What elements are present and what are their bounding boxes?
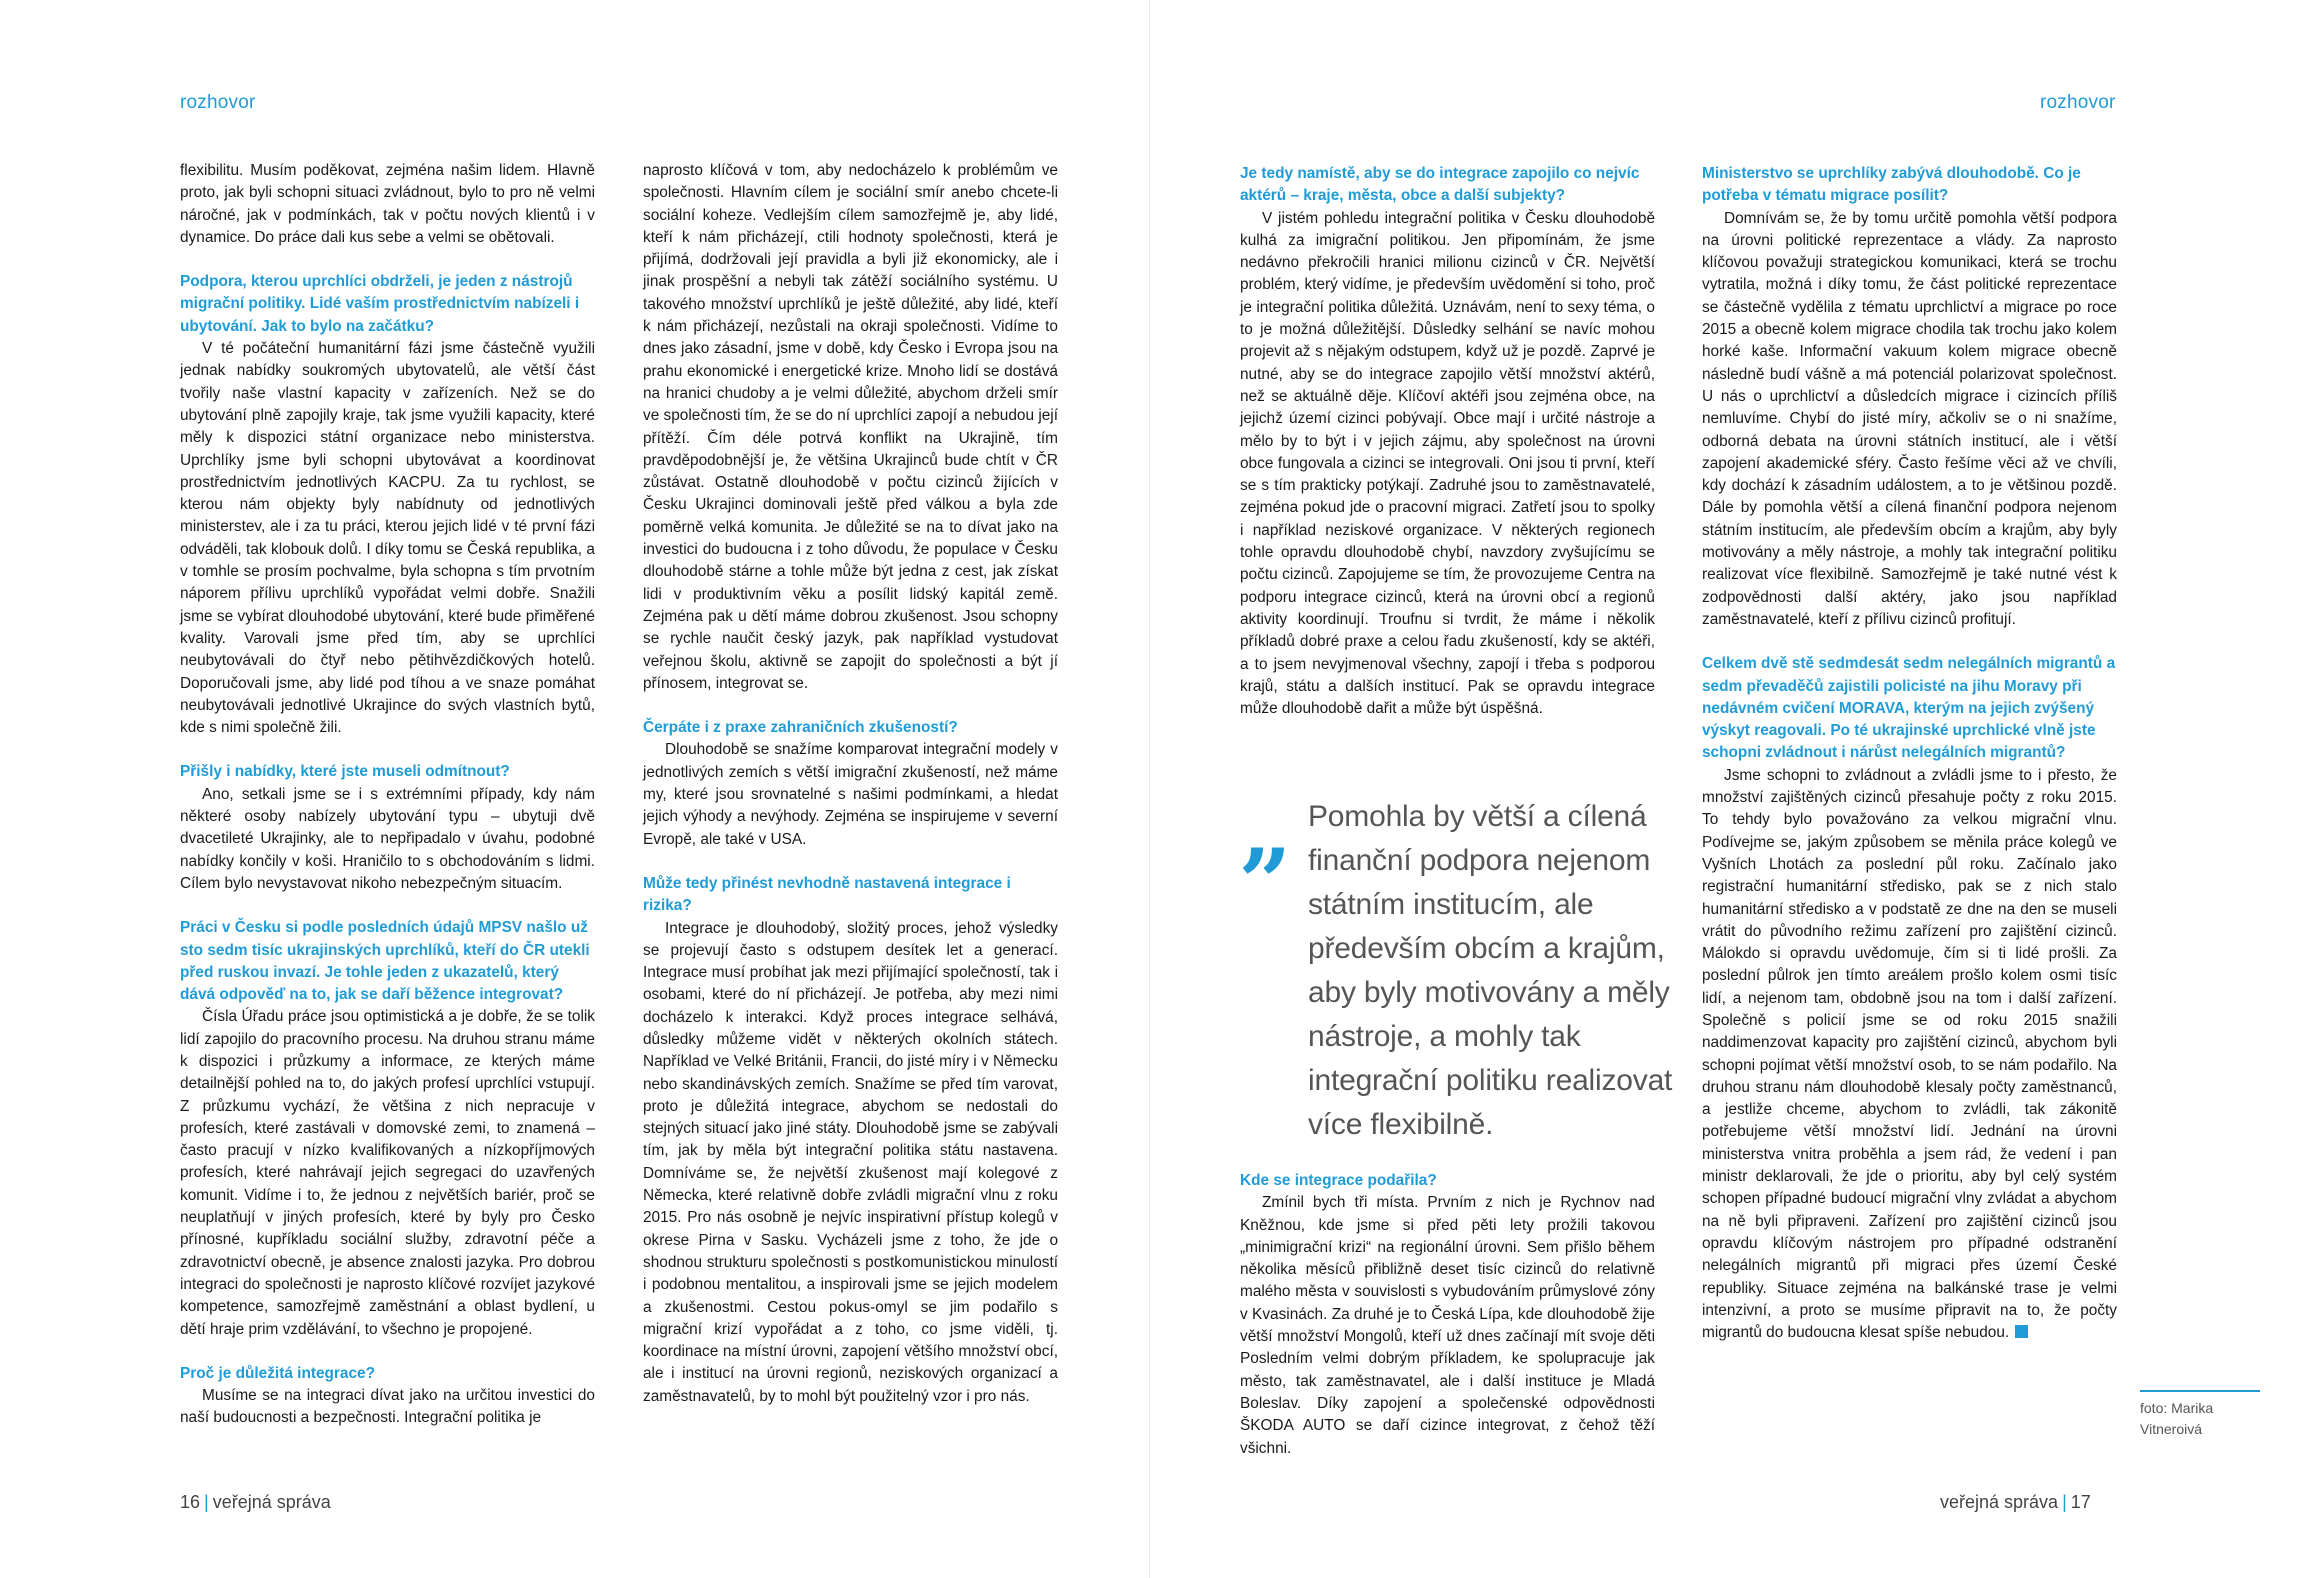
paragraph (1702, 765, 2117, 1345)
end-mark-icon (2015, 1325, 2028, 1338)
paragraph: flexibilitu. Musím poděkovat, zejména našim lidem. Hlavně proto, jak byli schopni situaci zvládnout, bylo to pro ně velmi náročné, jak v podmínkách, tak v počtu nových klientů i v dynamice. Do práce dali kus sebe a velmi se obětovali. (180, 162, 595, 246)
paragraph: V té počáteční humanitární fázi jsme částečně využili jednak nabídky soukromých ubytovatelů, ale větší část tvořily naše vlastní kapacity v zařízeních. Než se do ubytování plně zapojily kraje, tak jsme využili kapacity, které měly k dispozici státní organizace nebo ministerstva. Uprchlíky jsme byli schopni ubytovávat a koordinovat prostřednictvím jednotlivých KACPU. Za tu rychlost, se kterou nám objekty byly nabídnuty od jednotlivých ministerstev, ale i za tu práci, kterou jejich lidé v té první fázi odváděli, tak klobouk dolů. I díky tomu se Česká republika, a v tomhle se prosím pochvalme, byla schopna s tím prvotním náporem přílivu uprchlíků vypořádat velmi dobře. Snažili jsme se vybírat dlouhodobé ubytování, které bude přiměřené kvality. Varovali jsme před tím, aby se uprchlíci neubytovávali do čtyř nebo pětihvězdičkových hotelů. Doporučovali jsme, aby lidé pod tíhou a ve snaze pomáhat neubytovávali jednotlivé Ukrajince do svých vlastních bytů, kde s nimi společně žili. (180, 340, 595, 737)
paragraph: Ano, setkali jsme se i s extrémními případy, kdy nám některé osoby nabízely ubytování typu – ubytuji dvě dvacetileté Ukrajinky, ale to nepřipadalo v úvahu, podobné nabídky končily v koši. Hraničilo to s obchodováním s lidmi. Cílem bylo nevystavovat nikoho nebezpečným situacím. (180, 785, 595, 892)
folio-separator: | (204, 1492, 209, 1512)
quote-mark-icon: „ (1240, 776, 1293, 884)
section-label-right: rozhovor (2040, 92, 2116, 113)
photo-credit-line: Vitneroivá (2140, 1421, 2203, 1437)
interview-question: Celkem dvě stě sedmdesát sedm nelegálních migrantů a sedm převaděčů zajistili policisté na jihu Moravy při nedávném cvičení MORAVA, kterým na jejich zvýšený výskyt reagovali. Po té ukrajinské uprchlické vlně jste schopni zvládnout i nárůst nelegálních migrantů? (1702, 655, 2116, 762)
magazine-title: veřejná správa (1940, 1492, 2059, 1512)
paragraph: V jistém pohledu integrační politika v Česku dlouhodobě kulhá za imigrační politikou. Jen připomínám, že jsme nedávno překročili hranici milionu cizinců v ČR. Největší problém, který vidíme, je především uvědomění si toho, proč je integrační politika důležitá. Uznávám, není to sexy téma, o to je možná důležitější. Důsledky selhání se navíc mohou projevit až s nějakým odstupem, když už je pozdě. Zaprvé je nutné, aby se do integrace zapojilo větší množství aktérů, než se aktuálně děje. Klíčoví aktéři jsou zejména obce, na jejichž území cizinci pobývají. Obce mají i určité nástroje a mělo by to být i v jejich zájmu, aby společnost na úrovni obce fungovala a cizinci se integrovali. Oni jsou ti první, kteří se s tím prakticky potýkají. Zadruhé jsou to zaměstnavatelé, zejména pokud jde o pracovní migraci. Zatřetí jsou to spolky i například neziskové organizace. V některých regionech tohle opravdu dlouhodobě chybí, navzdory zvyšujícímu se počtu cizinců. Zapojujeme se tím, že provozujeme Centra na podporu integrace cizinců, která na úrovni obcí a regionů aktivity koordinují. Troufnu si tvrdit, že máme i několik příkladů dobré praxe a celou řadu zkušeností, kdy se aktéři, a to jsem nevyjmenoval všechny, zapojí i třeba s podporou krajů, státu a dalších institucí. Pak se opravdu integrace může dlouhodobě dařit a může být úspěšná. (1240, 209, 1655, 718)
page-number: 16 (180, 1492, 201, 1512)
folio-separator: | (2062, 1492, 2067, 1512)
column-1 (180, 160, 595, 1430)
paragraph: Musíme se na integraci dívat jako na určitou investici do naší budoucnosti a bezpečnosti. Integrační politika je (180, 1387, 595, 1427)
interview-question: Může tedy přinést nevhodně nastavená integrace i rizika? (643, 874, 1011, 915)
interview-question: Ministerstvo se uprchlíky zabývá dlouhodobě. Co je potřeba v tématu migrace posílit? (1702, 165, 2081, 205)
folio-left (180, 1492, 331, 1513)
page-number: 17 (2070, 1492, 2091, 1512)
column-3-bottom (1240, 1170, 1655, 1460)
pull-quote-text: Pomohla by větší a cílená finanční podpora nejenom státním institucím, ale především obcím a krajům, aby byly motivovány a měly nástroje, a mohly tak integrační politiku realizovat více flexibilně. (1308, 800, 1673, 1141)
paragraph: Integrace je dlouhodobý, složitý proces, jehož výsledky se projevují často s odstupem desítek let a generací. Integrace musí probíhat jak mezi přijímající společností, tak i osobami, které do ní přicházejí. Je potřeba, aby mezi nimi docházelo k interakci. Když proces integrace selhává, důsledky můžeme vidět v některých okolních státech. Například ve Velké Británii, Francii, do jisté míry i v Německu nebo skandinávských zemích. Snažíme se před tím varovat, proto je důležitá integrace, abychom se nedostali do stejných situací jako jiné státy. Dlouhodobě jsme se zabývali tím, jak by měla být integrační politika státu nastavena. Domníváme se, že největší zkušenost mají kolegové z Německa, které relativně dobře zvládli migrační vlnu z roku 2015. Pro nás osobně je nejvíc inspirativní přístup kolegů v okrese Pirna v Sasku. Vycházeli jsme z toho, že jde o shodnou strukturu společnosti s postkomunistickou minulostí i podobnou mentalitou, a inspirovali jsme se jejich modelem a zkušenostmi. Cestou pokus-omyl se jim podařilo s migrační krizí vypořádat a z toho, co jsme viděli, tj. koordinace na místní úrovni, zapojení většího množství obcí, ale i institucí na úrovni regionů, neziskových organizací a zaměstnavatelů, by to mohl být použitelný vzor i pro nás. (643, 919, 1058, 1405)
column-3 (1240, 163, 1655, 720)
paragraph-text: Jsme schopni to zvládnout a zvládli jsme to i přesto, že množství zajištěných cizinců přesahuje počty z roku 2015. To tehdy bylo považováno za velkou migrační vlnu. Podívejme se, jakým způsobem se měnila práce kolegů ve Vyšních Lhotách za poslední půl roku. Začínalo jako registrační humanitární středisko, pak se z nich stalo humanitární středisko a v podstatě ze dne na den se museli vrátit do původního režimu zařízení pro zajištění cizinců. Málokdo si opravdu uvědomuje, čím si ti lidé prošli. Za poslední půlrok jen tímto areálem prošlo kolem osmi tisíc lidí, a nejenom tam, obdobně jsou na tom i další zařízení. Společně s policií jsme se od roku 2015 snažili naddimenzovat kapacity pro zajištění cizinců, abychom byli schopni pojímat větší množství osob, to se nám podařilo. Na druhou stranu nám dlouhodobě klesaly počty zaměstnanců, a jestliže chceme, abychom to zvládli, tak zákonitě potřebujeme větší množství lidí. Jednání na úrovni ministerstva vnitra proběhla a jsem rád, že vedení i pan ministr deklarovali, že jde o prioritu, aby byl celý systém schopen případné budoucí migrační vlny zvládat a abychom na ně byli připraveni. Zařízení pro zajištění cizinců jsou opravdu klíčovým nástrojem pro případné odstranění nelegálních migrantů při migraci přes území České republiky. Situace zejména na balkánské trase je velmi intenzivní, a proto se musíme připravit na to, že počty migrantů do budoucna klesat spíše nebudou. (1702, 766, 2117, 1342)
interview-question: Práci v Česku si podle posledních údajů MPSV našlo už sto sedm tisíc ukrajinských uprchlíků, kteří do ČR utekli před ruskou invazí. Je tohle jeden z ukazatelů, který dává odpověď na to, jak se daří běžence integrovat? (180, 919, 590, 1004)
paragraph: Čísla Úřadu práce jsou optimistická a je dobře, že se tolik lidí zapojilo do pracovního procesu. Na druhou stranu máme k dispozici i průzkumy a informace, ze kterých máme detailnější pohled na to, do jakých profesí uprchlíci vstupují. Z průzkumu vychází, že většina z nich nepracuje v profesích, které zastávali v domovské zemi, to znamená – často pracují v nízko kvalifikovaných a nízkopříjmových profesích, které nahrávají jejich segregaci do uzavřených komunit. Vidíme i to, že jednou z největších bariér, proč se neuplatňují v jiných profesích, které by byly pro Česko přínosné, kupříkladu sociální služby, zdravotní péče a zdravotnictví obecně, je absence znalosti jazyka. Pro dobrou integraci do společnosti je naprosto klíčové rozvíjet jazykové kompetence, samozřejmě zaměstnání a oblast bydlení, u dětí hraje prim vzdělávání, to všechno je propojené. (180, 1008, 595, 1338)
interview-question: Podpora, kterou uprchlíci obdrželi, je jeden z nástrojů migrační politiky. Lidé vaším prostřednictvím nabízeli i ubytování. Jak to bylo na začátku? (180, 273, 580, 335)
column-4 (1702, 163, 2117, 1344)
paragraph: naprosto klíčová v tom, aby nedocházelo k problémům ve společnosti. Hlavním cílem je sociální smír anebo chcete-li sociální koheze. Vedlejším cílem samozřejmě je, aby lidé, kteří k nám přicházejí, ctili hodnoty společnosti, která je přijímá, dodržovali její pravidla a byli již ekonomicky, ale i jinak prospěšní a nebyli tak zátěží sociálního systému. U takového množství uprchlíků je ještě důležité, aby lidé, kteří k nám přicházejí, nezůstali na okraji společnosti. Vidíme to dnes jako zásadní, jsme v době, kdy Česko i Evropa jsou na prahu ekonomické i energetické krize. Mnoho lidí se dostává na hranici chudoby a je velmi důležité, abychom drželi smír ve společnosti tím, že se do ní uprchlíci zapojí a nebudou její přítěží. Čím déle potrvá konflikt na Ukrajině, tím pravděpodobnější je, že většina Ukrajinců bude chtít v ČR zůstávat. Ostatně dlouhodobě v počtu cizinců žijících v Česku Ukrajinci dominovali ještě před válkou a byla zde poměrně velká komunita. Je důležité se na to dívat jako na investici do budoucna i z toho důvodu, že populace v Česku dlouhodobě stárne a tohle může být jedna z cest, jak získat lidi v produktivním věku a posílit lidský kapitál země. Zejména pak u dětí máme dobrou zkušenost. Jsou schopny se rychle naučit český jazyk, pak například vystudovat veřejnou školu, aktivně se zapojit do společnosti a být jí přínosem, integrovat se. (643, 162, 1058, 692)
folio-right (1940, 1492, 2091, 1513)
interview-question: Čerpáte i z praxe zahraničních zkušeností? (643, 719, 958, 737)
section-label-left: rozhovor (180, 92, 256, 113)
paragraph: Domnívám se, že by tomu určitě pomohla větší podpora na úrovni politické reprezentace a vlády. Za naprosto klíčovou považuji strategickou komunikaci, která se trochu vytratila, možná i díky tomu, že část politické reprezentace se částečně vydělila z tématu uprchlictví a migrace po roce 2015 a obecně kolem migrace chodila tak trochu jako kolem horké kaše. Informační vakuum kolem migrace obecně následně budí vášně a má potenciál polarizovat společnost. U nás o uprchlictví a důsledcích migrace i cizincích příliš nemluvíme. Chybí do jisté míry, ačkoliv se o ni snažíme, odborná debata na úrovni státních institucí, ale i větší zapojení akademické sféry. Často řešíme věci až ve chvíli, kdy dochází k zásadním událostem, a to je většinou pozdě. Dále by pomohla větší a cílená finanční podpora nejenom státním institucím, ale především obcím a krajům, aby byly motivovány a měly nástroje, a mohly tak integrační politiku realizovat více flexibilně. Samozřejmě je také nutné vést k zodpovědnosti další aktéry, jako jsou například zaměstnavatelé, kteří z přílivu cizinců profitují. (1702, 209, 2117, 628)
paragraph: Dlouhodobě se snažíme komparovat integrační modely v jednotlivých zemích s větší imigrační zkušeností, než máme my, které jsou srovnatelné s našimi podmínkami, a hledat jejich výhody a nevýhody. Zejména se inspirujeme v severní Evropě, ale také v USA. (643, 741, 1058, 848)
photo-credit (2140, 1390, 2260, 1440)
interview-question: Přišly i nabídky, které jste museli odmítnout? (180, 763, 510, 781)
photo-credit-line: foto: Marika (2140, 1400, 2214, 1416)
interview-question: Proč je důležitá integrace? (180, 1364, 376, 1382)
column-2 (643, 160, 1058, 1408)
paragraph: Zmínil bych tři místa. Prvním z nich je Rychnov nad Kněžnou, kde jsme si před pěti lety prožili takovou „minimigrační krizi“ na regionální úrovni. Sem přišlo během několika měsíců přibližně deset tisíc cizinců do relativně malého města v souvislosti s vybudováním průmyslové zóny v Kvasinách. Za druhé je to Česká Lípa, kde dlouhodobě žije větší množství Mongolů, kteří už dnes začínají mít svoje děti Posledním velmi dobrým příkladem, ke spolupracuje jak město, tak zaměstnavatel, ale i další instituce je Mladá Boleslav. Díky zapojení a společenské odpovědnosti ŠKODA AUTO se daří cizince integrovat, z čehož těží všichni. (1240, 1194, 1655, 1457)
interview-question: Kde se integrace podařila? (1240, 1172, 1437, 1189)
magazine-title: veřejná správa (212, 1492, 331, 1512)
interview-question: Je tedy namístě, aby se do integrace zapojilo co nejvíc aktérů – kraje, města, obce a další subjekty? (1240, 165, 1640, 205)
